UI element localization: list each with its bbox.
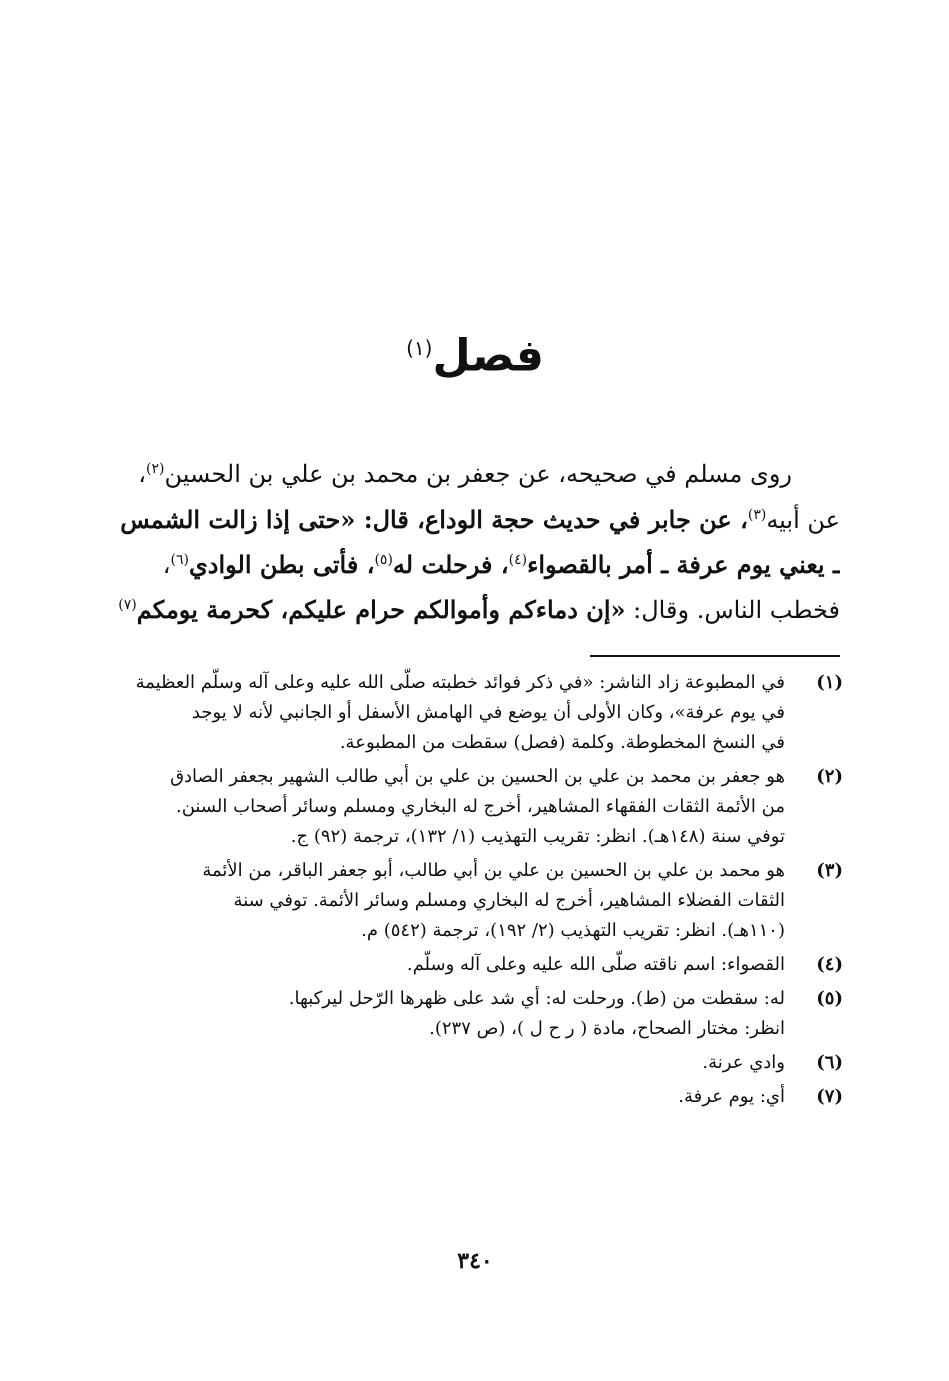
footnote-2 bbox=[108, 762, 843, 852]
footnote-line: هو جعفر بن محمد بن علي بن الحسين بن علي بن أبي طالب الشهير بجعفر الصادق bbox=[170, 766, 785, 787]
footnote-line: القصواء: اسم ناقته صلّى الله عليه وعلى آله وسلّم. bbox=[406, 954, 785, 975]
footnote-line: هو محمد بن علي بن الحسين بن علي بن أبي طالب، أبو جعفر الباقر، من الأئمة bbox=[202, 860, 785, 881]
footnote-ref-7: (٧) bbox=[118, 597, 137, 613]
footnote-number: (٦) bbox=[816, 1052, 843, 1073]
footnote-line: في النسخ المخطوطة. وكلمة (فصل) سقطت من المطبوعة. bbox=[339, 732, 785, 753]
footnote-ref-5: (٥) bbox=[374, 552, 393, 568]
line-2-pre: عن أبيه bbox=[766, 506, 840, 534]
footnote-line: الثقات الفضلاء المشاهير، أخرج له البخاري ومسلم وسائر الأئمة. توفي سنة bbox=[233, 890, 785, 911]
line-1-text: روى مسلم في صحيحه، عن جعفر بن محمد بن علي بن الحسين bbox=[164, 460, 792, 488]
section-heading bbox=[300, 318, 650, 387]
heading-footnote-ref: (١) bbox=[406, 336, 433, 360]
footnote-5 bbox=[108, 984, 843, 1044]
line-1-tail: ، bbox=[138, 460, 147, 488]
footnote-7 bbox=[108, 1082, 843, 1112]
line-4-bold: «إن دماءكم وأموالكم حرام عليكم، كحرمة يومكم bbox=[136, 595, 626, 624]
footnote-number: (٤) bbox=[816, 954, 843, 975]
paragraph-line-4 bbox=[118, 587, 840, 632]
line-3-pre: ـ يعني يوم عرفة ـ أمر بالقصواء bbox=[527, 550, 840, 579]
footnote-number: (٥) bbox=[816, 988, 843, 1009]
line-4-pre: فخطب الناس. وقال: bbox=[625, 596, 840, 624]
footnote-line: (١١٠هـ). انظر: تقريب التهذيب (٢/ ١٩٢)، ترجمة (٥٤٢) م. bbox=[361, 920, 785, 941]
paragraph-line-1 bbox=[118, 452, 840, 497]
footnote-line: وادي عرنة. bbox=[702, 1052, 785, 1073]
footnote-number: (١) bbox=[816, 672, 843, 693]
paragraph-line-2 bbox=[118, 497, 840, 542]
footnote-number: (٧) bbox=[816, 1086, 843, 1107]
footnote-line: في المطبوعة زاد الناشر: «في ذكر فوائد خطبته صلّى الله عليه وعلى آله وسلّم العظيمة bbox=[135, 672, 785, 693]
footnote-6 bbox=[108, 1048, 843, 1078]
footnote-ref-3: (٣) bbox=[747, 507, 767, 523]
footnote-separator bbox=[590, 655, 840, 657]
footnote-line: توفي سنة (١٤٨هـ). انظر: تقريب التهذيب (١/ ١٣٢)، ترجمة (٩٢) ج. bbox=[290, 826, 785, 847]
heading-title: فصل bbox=[432, 330, 544, 382]
footnote-line: أي: يوم عرفة. bbox=[678, 1086, 785, 1107]
footnote-line: في يوم عرفة»، وكان الأولى أن يوضع في الهامش الأسفل أو الجانبي لأنه لا يوجد bbox=[191, 702, 785, 723]
line-3-mid: ، فرحلت له bbox=[392, 550, 509, 579]
footnote-ref-6: (٦) bbox=[170, 552, 189, 568]
footnote-3 bbox=[108, 856, 843, 946]
main-paragraph bbox=[118, 452, 840, 632]
footnote-4 bbox=[108, 950, 843, 980]
footnote-ref-4: (٤) bbox=[508, 552, 528, 568]
footnotes bbox=[108, 668, 843, 1116]
footnote-1 bbox=[108, 668, 843, 758]
footnote-line: انظر: مختار الصحاح، مادة ( ر ح ل )، (ص ٢٣٧). bbox=[429, 1018, 785, 1039]
footnote-number: (٣) bbox=[816, 860, 843, 881]
footnote-line: من الأئمة الثقات الفقهاء المشاهير، أخرج له البخاري ومسلم وسائر أصحاب السنن. bbox=[176, 796, 785, 817]
footnote-line: له: سقطت من (ط). ورحلت له: أي شد على ظهرها الرّحل ليركبها. bbox=[288, 988, 785, 1009]
line-3-post: ، فأتى بطن الوادي bbox=[189, 550, 375, 579]
line-2-text: ، عن جابر في حديث حجة الوداع، قال: «حتى إذا زالت الشمس bbox=[120, 505, 748, 534]
footnote-number: (٢) bbox=[816, 766, 843, 787]
paragraph-line-3 bbox=[118, 542, 840, 587]
footnote-ref-2: (٢) bbox=[146, 461, 165, 477]
line-3-tail: ، bbox=[162, 551, 171, 579]
page-number: ٣٤٠ bbox=[457, 1248, 493, 1274]
